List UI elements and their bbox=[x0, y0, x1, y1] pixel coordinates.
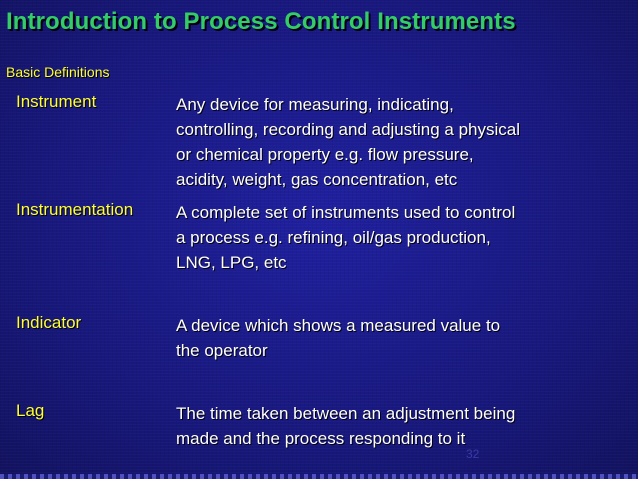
term-label: Instrumentation bbox=[16, 200, 134, 219]
definition-line: A device which shows a measured value to bbox=[176, 316, 501, 335]
definition-line: made and the process responding to it bbox=[176, 429, 466, 448]
page-number: 32 bbox=[466, 447, 480, 461]
definition-line: controlling, recording and adjusting a physical bbox=[176, 120, 520, 139]
definition-line: or chemical property e.g. flow pressure, bbox=[176, 145, 474, 164]
definition-line: The time taken between an adjustment being bbox=[176, 404, 516, 423]
definition-line: LNG, LPG, etc bbox=[176, 253, 287, 272]
definition-text bbox=[176, 401, 616, 451]
definition-text bbox=[176, 313, 616, 363]
definition-line: A complete set of instruments used to control bbox=[176, 203, 516, 222]
definition-line: the operator bbox=[176, 341, 268, 360]
term-label: Indicator bbox=[16, 313, 82, 332]
slide-title: Introduction to Process Control Instruments bbox=[6, 8, 516, 35]
definition-line: Any device for measuring, indicating, bbox=[176, 95, 454, 114]
bottom-divider bbox=[0, 474, 638, 479]
term-label: Instrument bbox=[16, 92, 97, 111]
definition-line: acidity, weight, gas concentration, etc bbox=[176, 170, 458, 189]
term-label: Lag bbox=[16, 401, 45, 420]
definition-line: a process e.g. refining, oil/gas production, bbox=[176, 228, 491, 247]
definition-text bbox=[176, 92, 616, 192]
definition-text bbox=[176, 200, 616, 275]
slide-subtitle: Basic Definitions bbox=[6, 64, 110, 80]
